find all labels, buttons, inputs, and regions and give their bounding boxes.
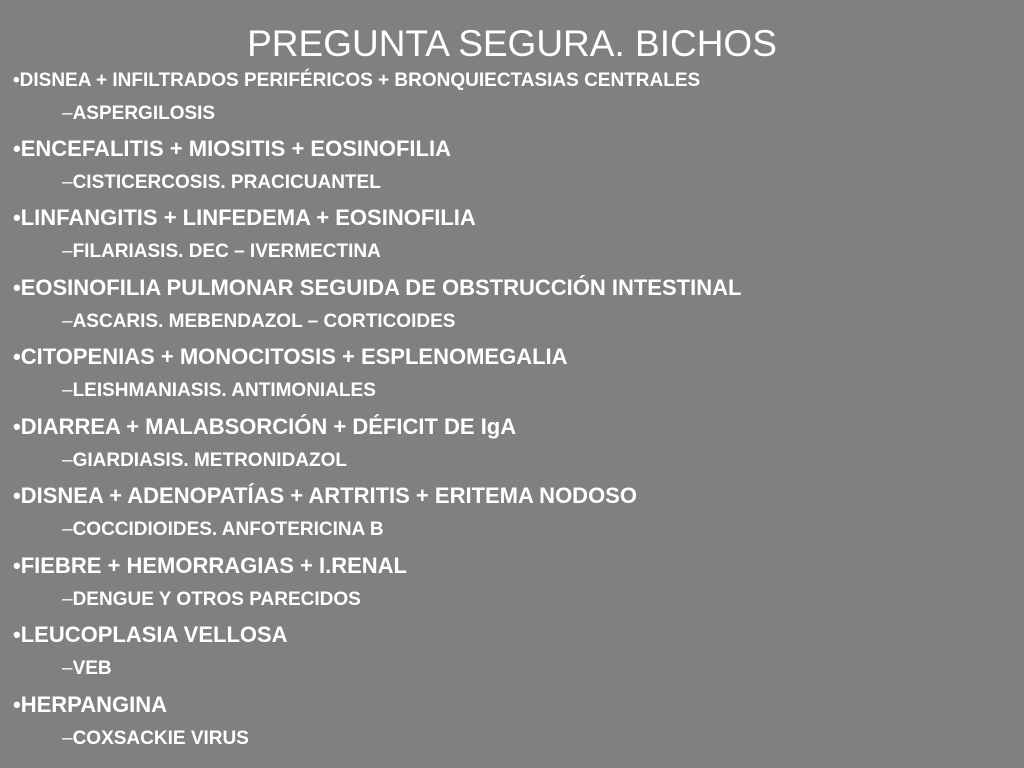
sub-dash: – [62, 311, 73, 332]
item-text: EOSINOFILIA PULMONAR SEGUIDA DE OBSTRUCCIÓN INTESTINAL [20, 275, 742, 300]
sub-item-text: LEISHMANIASIS. ANTIMONIALES [72, 380, 376, 401]
item-text: DISNEA + INFILTRADOS PERIFÉRICOS + BRONQUIECTASIAS CENTRALES [19, 70, 701, 91]
sub-item [62, 449, 347, 473]
sub-dash: – [62, 589, 73, 610]
item-text: DIARREA + MALABSORCIÓN + DÉFICIT DE IgA [20, 414, 517, 439]
sub-item-text: GIARDIASIS. METRONIDAZOL [72, 450, 348, 471]
slide-title: PREGUNTA SEGURA. BICHOS [247, 23, 777, 64]
bullet-dot: • [13, 622, 21, 647]
sub-item [62, 171, 381, 195]
item-text: LEUCOPLASIA VELLOSA [20, 622, 288, 647]
bullet-dot: • [13, 344, 21, 369]
sub-dash: – [62, 103, 73, 124]
sub-item [62, 240, 381, 264]
item-text: ENCEFALITIS + MIOSITIS + EOSINOFILIA [20, 136, 451, 161]
bullet-dot: • [13, 414, 21, 439]
sub-dash: – [62, 728, 73, 749]
list-item [13, 344, 568, 370]
sub-item [62, 379, 376, 403]
bullet-dot: • [13, 692, 21, 717]
list-item [13, 483, 637, 509]
item-text: FIEBRE + HEMORRAGIAS + I.RENAL [20, 553, 407, 578]
item-text: DISNEA + ADENOPATÍAS + ARTRITIS + ERITEMA NODOSO [20, 483, 637, 508]
bullet-dot: • [13, 483, 21, 508]
list-item [13, 136, 451, 162]
bullet-dot: • [13, 205, 21, 230]
sub-dash: – [62, 450, 73, 471]
sub-item-text: DENGUE Y OTROS PARECIDOS [72, 589, 361, 610]
sub-item [62, 588, 361, 612]
sub-item-text: COXSACKIE VIRUS [72, 728, 249, 749]
sub-dash: – [62, 519, 73, 540]
item-text: LINFANGITIS + LINFEDEMA + EOSINOFILIA [20, 205, 476, 230]
sub-item [62, 727, 249, 751]
sub-item-text: FILARIASIS. DEC – IVERMECTINA [72, 241, 381, 262]
list-item [13, 553, 407, 579]
sub-item-text: ASPERGILOSIS [72, 103, 216, 124]
sub-dash: – [62, 380, 73, 401]
sub-item [62, 102, 215, 126]
list-item [13, 275, 741, 301]
list-item [13, 622, 288, 648]
item-text: CITOPENIAS + MONOCITOSIS + ESPLENOMEGALIA [20, 344, 568, 369]
sub-item [62, 518, 384, 542]
bullet-dot: • [13, 70, 20, 91]
bullet-dot: • [13, 136, 21, 161]
sub-item-text: VEB [72, 658, 112, 679]
sub-item [62, 657, 112, 681]
sub-dash: – [62, 658, 73, 679]
sub-dash: – [62, 172, 73, 193]
list-item [13, 68, 700, 94]
list-item [13, 414, 516, 440]
bullet-dot: • [13, 553, 21, 578]
sub-item-text: COCCIDIOIDES. ANFOTERICINA B [72, 519, 384, 540]
sub-item-text: ASCARIS. MEBENDAZOL – CORTICOIDES [72, 311, 456, 332]
bullet-dot: • [13, 275, 21, 300]
sub-dash: – [62, 241, 73, 262]
sub-item-text: CISTICERCOSIS. PRACICUANTEL [72, 172, 381, 193]
sub-item [62, 310, 455, 334]
list-item [13, 205, 476, 231]
list-item [13, 692, 167, 718]
item-text: HERPANGINA [20, 692, 167, 717]
